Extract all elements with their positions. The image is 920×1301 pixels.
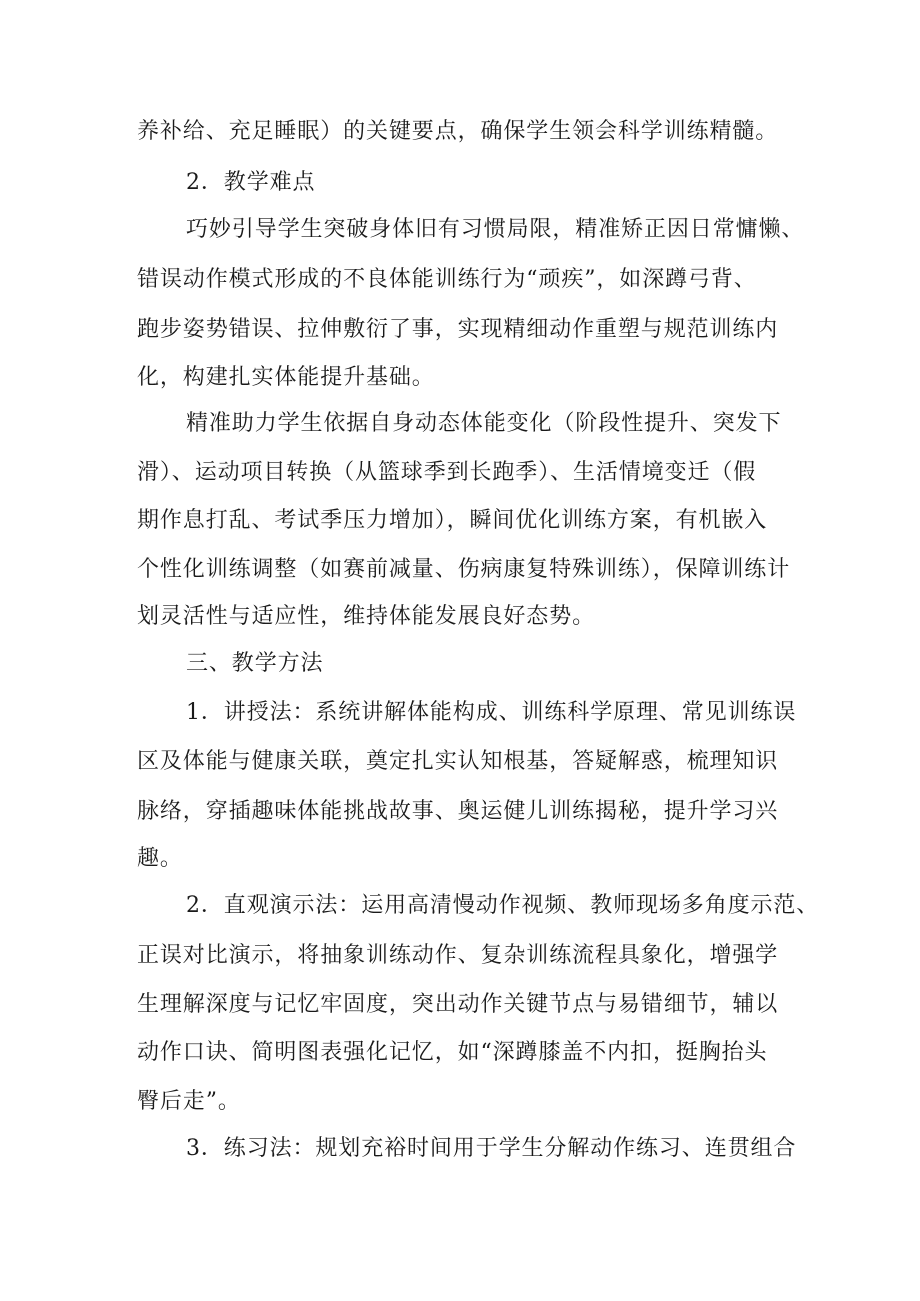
text-line-13: 1．讲授法：系统讲解体能构成、训练科学原理、常见训练误	[186, 700, 797, 725]
text-line-10: 个性化训练调整（如赛前减量、伤病康复特殊训练），保障训练计	[137, 557, 791, 582]
text-line-9: 期作息打乱、考试季压力增加），瞬间优化训练方案，有机嵌入	[137, 508, 768, 533]
text-line-4: 错误动作模式形成的不良体能训练行为“顽疾”，如深蹲弓背、	[137, 267, 757, 292]
text-line-16: 趣。	[137, 846, 183, 871]
text-line-6: 化，构建扎实体能提升基础。	[137, 365, 435, 390]
text-line-14: 区及体能与健康关联，奠定扎实认知根基，答疑解惑，梳理知识	[137, 749, 779, 774]
subheading-teaching-difficulties: 2．教学难点	[186, 170, 316, 195]
text-line-20: 动作口诀、简明图表强化记忆，如“深蹲膝盖不内扣，挺胸抬头	[137, 1040, 768, 1065]
text-line-5: 跑步姿势错误、拉伸敷衍了事，实现精细动作重塑与规范训练内	[137, 317, 779, 342]
text-line-11: 划灵活性与适应性，维持体能发展良好态势。	[137, 604, 596, 629]
text-line-22: 3．练习法：规划充裕时间用于学生分解动作练习、连贯组合	[186, 1136, 797, 1161]
text-line-15: 脉络，穿插趣味体能挑战故事、奥运健儿训练揭秘，提升学习兴	[137, 799, 779, 824]
text-line-17: 2．直观演示法：运用高清慢动作视频、教师现场多角度示范、	[186, 893, 820, 918]
text-line-1: 养补给、充足睡眠）的关键要点，确保学生领会科学训练精髓。	[137, 119, 779, 144]
text-line-19: 生理解深度与记忆牢固度，突出动作关键节点与易错细节，辅以	[137, 992, 779, 1017]
text-line-3: 巧妙引导学生突破身体旧有习惯局限，精准矫正因日常慵懒、	[186, 217, 805, 242]
text-line-18: 正误对比演示，将抽象训练动作、复杂训练流程具象化，增强学	[137, 943, 779, 968]
text-line-21: 臀后走”。	[137, 1089, 241, 1114]
text-line-8: 滑）、运动项目转换（从篮球季到长跑季）、生活情境变迁（假	[137, 460, 757, 485]
section-heading-teaching-methods: 三、教学方法	[186, 651, 324, 676]
text-line-7: 精准助力学生依据自身动态体能变化（阶段性提升、突发下	[186, 411, 782, 436]
